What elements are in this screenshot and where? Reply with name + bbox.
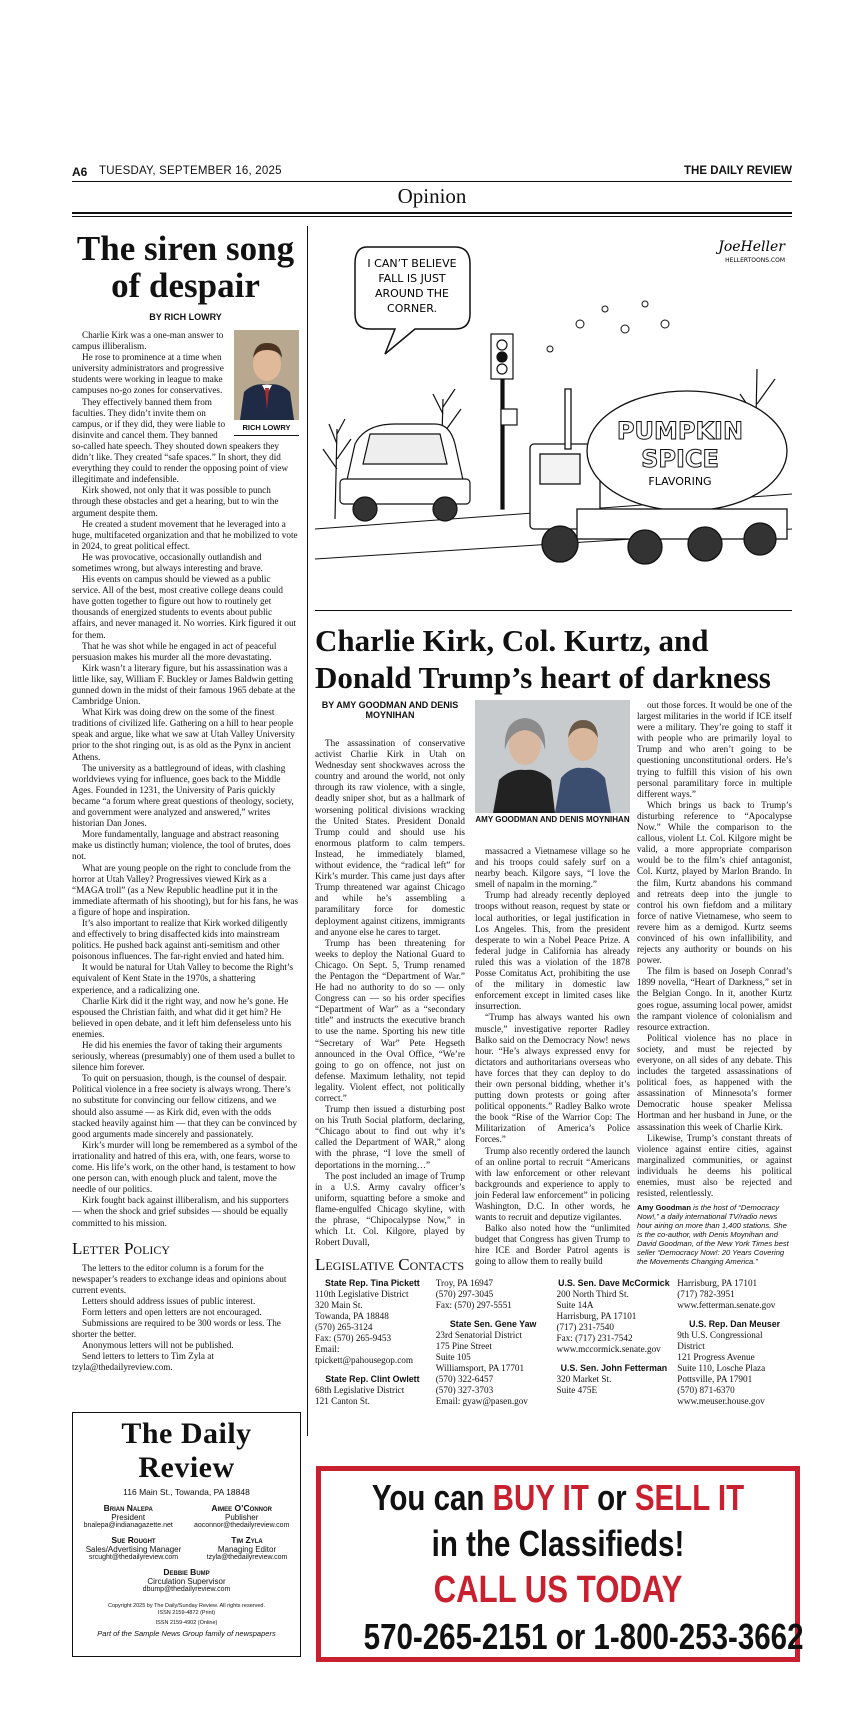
speech-line-2: FALL IS JUST [378, 272, 446, 285]
staff-name: Sue Rought [111, 1535, 156, 1545]
left-article-body [72, 330, 299, 1229]
left-paragraph: He did his enemies the favor of taking their arguments seriously, whereas (presumably) one of them used a bullet to silence him forever. [72, 1040, 295, 1073]
legislator-detail: Suite 110, Losche Plaza [677, 1363, 766, 1373]
issn-online: ISSN 2159-4902 (Online) [155, 1620, 218, 1626]
staff-name: Brian Nalepa [103, 1503, 153, 1513]
letter-policy-body [72, 1263, 299, 1374]
staff-email[interactable]: aoconnor@thedailyreview.com [193, 1522, 290, 1529]
article-rule [315, 610, 792, 611]
legislator-link[interactable]: www.fetterman.senate.gov [677, 1300, 776, 1310]
right-article-paragraph: Trump had already recently deployed troops without reason, request by state or local authorities, or legal justification in Los Angeles. This, from the president desperate to win a Nobel Peace Prize. A federal judge in California has already ruled this was a violation of the 1878 Posse Comitatus Act, prohibiting the use of the military in domestic law enforcement except in limited cases like insurrection. [475, 890, 630, 1012]
legislator-contact [436, 1319, 551, 1407]
legislator-detail: Suite 105 [435, 1352, 471, 1362]
legislator-detail: Suite 14A [556, 1300, 594, 1310]
author-photo [234, 330, 299, 436]
column-divider [307, 226, 308, 1436]
legislator-name: U.S. Rep. Dan Meuser [689, 1319, 781, 1329]
masthead-title: The Daily Review [121, 1417, 252, 1484]
left-paragraph: What are young people on the right to conclude from the horror at Utah Valley? Progressives viewed Kirk as a “MAGA troll” (as a New Republic headline put it in the immediate aftermath of his shooting), but for his fans, he was a figure of hope and inspiration. [72, 862, 299, 917]
tank-text-2: SPICE [641, 445, 719, 473]
letter-policy-line: Send letters to letters to Tim Zyla at tzyla@thedailyreview.com. [72, 1351, 214, 1373]
left-paragraph: Kirk wasn’t a literary figure, but his assassination was a little like, say, William F. Buckley or James Baldwin getting gunned down in the midst of their famous 1965 debate at the Cambridge Union. [72, 662, 296, 707]
legislative-contacts-title: Legislative Contacts [315, 1255, 465, 1274]
staff-member [84, 1503, 173, 1529]
authors-headshot [475, 700, 630, 813]
left-paragraph: That he was shot while he engaged in act of peaceful persuasion makes his murder all the more devastating. [72, 640, 277, 662]
authors-photo-caption: AMY GOODMAN AND DENIS MOYNIHAN [475, 815, 630, 824]
author-bio-name: Amy Goodman [637, 1203, 692, 1213]
right-article-column-c [637, 700, 792, 1266]
right-article-column-b [475, 846, 630, 1268]
staff-title: Publisher [225, 1513, 259, 1522]
letter-policy-line: Anonymous letters will not be published. [82, 1340, 234, 1351]
right-article-paragraph: Trump also recently ordered the launch of an online portal to recruit “Americans with law enforcement or other relevant backgrounds and experience to apply to join Federal law enforcement” in policing Washington, D.C. In other words, he wants to recruit and deputize vigilantes. [475, 1145, 630, 1223]
right-article-body-a [315, 738, 465, 1248]
left-column-article [72, 226, 299, 1374]
right-article-paragraph: Political violence has no place in society, and must be rejected by everyone, on all sides of any debate. This includes the targeted assassinations of political foes, as happened with the assassination of Minnesota’s former Democratic house speaker Melissa Hortman and her husband in June, or the assassination this week of Charlie Kirk. [637, 1032, 792, 1132]
legislator-detail: Pottsville, PA 17901 [677, 1374, 753, 1384]
legislator-detail: 23rd Senatorial District [435, 1330, 522, 1340]
ad-phone-numbers[interactable]: 570-265-2151 or 1-800-253-3662 [363, 1616, 804, 1657]
legislator-contact [677, 1278, 792, 1311]
letter-policy-line: The letters to the editor column is a forum for the newspaper’s readers to exchange ideas and opinions about current events. [72, 1262, 287, 1295]
left-paragraph: The university as a battleground of ideas, with clashing worldviews vying for influence, goes back to the Middle Ages. Founded in 1231, the University of Paris quickly became “a forum where great questions of theology, society, and government were analyzed and answered,” writes historian Dan Jones. [72, 762, 294, 829]
legislator-detail: 121 Canton St. [315, 1396, 370, 1406]
legislator-contact [315, 1278, 430, 1366]
legislator-detail: Harrisburg, PA 17101 [556, 1311, 637, 1321]
legislator-link[interactable]: Email: tpickett@pahousegop.com [315, 1344, 414, 1365]
section-rule [72, 212, 792, 214]
ad-text-sell-it: SELL IT [634, 1477, 745, 1518]
left-paragraph: It would be natural for Utah Valley to become the Right’s equivalent of Kent State in the 1970s, a shattering experience, and a radicalizing one. [72, 962, 294, 995]
legislator-detail: Fax: (717) 231-7542 [556, 1333, 633, 1343]
legislator-detail: 9th U.S. Congressional District [677, 1330, 763, 1351]
header-rule [72, 181, 792, 182]
speech-line-3: AROUND THE [374, 287, 450, 300]
right-headline: Charlie Kirk, Col. Kurtz, and Donald Trump’s heart of darkness [315, 623, 771, 695]
left-paragraph: What Kirk was doing drew on the some of the finest traditions of civilized life. Gathering on a hill to hear people speak and argue, like what we saw at Utah Valley University prior to the shot ringing out, is as old as the Pynx in ancient Athens. [72, 707, 295, 762]
legislator-detail: 121 Progress Avenue [677, 1352, 755, 1362]
right-article-body-b [475, 846, 630, 1268]
letter-policy-line: Letters should address issues of public interest. [82, 1295, 256, 1306]
legislative-column [436, 1278, 551, 1415]
left-byline: BY RICH LOWRY [149, 312, 222, 322]
legislative-column [315, 1278, 430, 1415]
legislator-contact [677, 1319, 792, 1407]
right-article-paragraph: “Trump has always wanted his own muscle,” investigative reporter Radley Balko said on the Democracy Now! news hour. “He’s always expressed envy for dictators and authoritarians overseas who have forces that they can deploy to do their own personal bidding, whether it’s putting down protests or going after political opponents.” Radley Balko wrote the book “Rise of the Warrior Cop: The Militarization of America’s Police Forces.” [475, 1012, 630, 1145]
legislator-detail: (717) 782-3951 [677, 1289, 735, 1299]
author-photo-caption: RICH LOWRY [234, 420, 299, 436]
staff-member [86, 1535, 182, 1561]
left-paragraph: More fundamentally, language and abstract reasoning make us distinctly human; violence, the tool of brutes, does not. [72, 829, 291, 862]
classifieds-ad[interactable] [316, 1466, 804, 1662]
right-article-paragraph: massacred a Vietnamese village so he and his troops could safely surf on a nearby beach. Kilgore says, “I love the smell of napalm in the morning.” [475, 846, 630, 890]
staff-title: President [111, 1513, 146, 1522]
issue-date: TUESDAY, SEPTEMBER 16, 2025 [99, 165, 282, 177]
legislator-detail: (570) 327-3703 [435, 1385, 494, 1395]
masthead-address: 116 Main St., Towanda, PA 18848 [123, 1487, 250, 1497]
letter-policy-line: Submissions are required to be 300 words or less. The shorter the better. [72, 1318, 281, 1340]
staff-name: Aimee O’Connor [211, 1503, 272, 1513]
legislator-detail: 320 Main St. [315, 1300, 363, 1310]
left-paragraph: He rose to prominence at a time when university administrators and progressive students were working in league to make campuses no-go zones for conservatives. [72, 352, 224, 396]
staff-title: Circulation Supervisor [147, 1577, 226, 1586]
issn-print: ISSN 2159-4872 (Print) [157, 1610, 216, 1616]
staff-email[interactable]: bnalepa@indianagazette.net [83, 1522, 173, 1529]
tank-text-3: FLAVORING [648, 475, 712, 488]
legislator-detail: 110th Legislative District [315, 1289, 409, 1299]
left-paragraph: He created a student movement that he leveraged into a huge, multifaceted organization and that he mobilized to vote in 2024, to great political effect. [72, 518, 298, 551]
legislator-name: U.S. Sen. John Fetterman [560, 1363, 668, 1373]
legislator-detail: (717) 231-7540 [556, 1322, 614, 1332]
legislator-detail: 175 Pine Street [435, 1341, 492, 1351]
cartoonist-signature: JoeHeller [718, 239, 785, 255]
legislator-detail: (570) 322-6457 [435, 1374, 494, 1384]
legislator-link[interactable]: www.mccormick.senate.gov [556, 1344, 661, 1354]
left-paragraph: Kirk’s murder will long be remembered as a symbol of the irrationality and hatred of this era, with, one fears, worse to come. His life’s work, on the other hand, is testament to how one person can, with enough pluck and talent, move the needle of our politics. [72, 1139, 298, 1195]
left-paragraph: To quit on persuasion, though, is the counsel of despair. Political violence in a free society is always wrong. There’s no substitute for convincing our fellow citizens, and we should also assume — as Kirk did, even with the odds stacked heavily against him — that they can be convinced by good arguments made sincerely and passionately. [72, 1073, 298, 1139]
staff-name: Debbie Bump [163, 1567, 210, 1577]
left-paragraph: Charlie Kirk was a one-man answer to campus illiberalism. [72, 330, 224, 352]
legislator-detail: Fax: (570) 297-5551 [435, 1300, 512, 1310]
author-bio [637, 1203, 792, 1266]
staff-email[interactable]: srcught@thedailyreview.com [88, 1554, 179, 1561]
section-rule-thin [72, 216, 792, 217]
right-article-paragraph: Likewise, Trump’s constant threats of violence against entire cities, against marginalized communities, or against individuals he deems his political enemies, must also be rejected and resisted, relentlessly. [637, 1132, 792, 1199]
staff-member [73, 1567, 300, 1593]
staff-title: Managing Editor [217, 1545, 277, 1554]
left-headline: The siren song of despair [76, 229, 295, 305]
right-article-paragraph: The assassination of conservative activist Charlie Kirk in Utah on Wednesday sent shockwaves across the country and around the world, not only through its raw violence, with a single, deadly sniper shot, but as a hallmark of worsening political divisions wracking the United States. President Donald Trump could and should use his enormous platform to calm tempers. Instead, he immediately blamed, without evidence, the “radical left” for Kirk’s murder. This came just days after Trump threatened war against Chicago and while he’s assembling a paramilitary force for domestic deployment against citizens, immigrants and anyone else he cares to target. [315, 738, 465, 937]
staff-member [194, 1503, 289, 1529]
legislator-detail: Troy, PA 16947 [435, 1278, 493, 1288]
copyright: Copyright 2025 by The Daily/Sunday Review. All rights reserved. [107, 1603, 266, 1609]
legislator-detail: (570) 265-3124 [315, 1322, 373, 1332]
family-note: Part of the Sample News Group family of newspapers [97, 1629, 276, 1638]
paper-name: THE DAILY REVIEW [684, 165, 792, 177]
speech-line-1: I CAN’T BELIEVE [367, 257, 457, 270]
left-paragraph: He was provocative, occasionally outlandish and sometimes wrong, but always interesting and brave. [72, 551, 263, 573]
letter-policy-title: Letter Policy [72, 1238, 171, 1258]
legislator-detail: (570) 297-3045 [435, 1289, 494, 1299]
left-paragraph: It’s also important to realize that Kirk worked diligently and effectively to bring disaffected kids into mainstream politics. He pushed back against anti-semitism and other poisonous influences. The far-right envied and hated him. [72, 917, 288, 962]
legislative-column [557, 1278, 672, 1415]
left-paragraph: Kirk showed, not only that it was possible to punch through these obstacles and get a hearing, but to win the argument despite them. [72, 485, 279, 518]
legislator-detail: Fax: (570) 265-9453 [315, 1333, 392, 1343]
legislator-contact [315, 1374, 430, 1407]
legislator-name: State Sen. Gene Yaw [449, 1319, 537, 1329]
legislator-detail: Towanda, PA 18848 [315, 1311, 389, 1321]
left-paragraph: Kirk fought back against illiberalism, and his supporters — when the shock and grief subsides — should be equally committed to his mission. [72, 1195, 289, 1228]
legislative-column [677, 1278, 792, 1415]
right-article-paragraph: The post included an image of Trump in a U.S. Army cavalry officer’s uniform, squatting before a smoke and flame-engulfed Chicago skyline, with the phrase, “Chipocalypse Now,” in which Lt. Col. Kilgore, played by Robert Duvall, [315, 1170, 465, 1248]
legislator-name: State Rep. Clint Owlett [325, 1374, 420, 1384]
authors-photo [475, 700, 630, 826]
cartoonist-url: HELLERTOONS.COM [725, 257, 785, 264]
masthead-box [72, 1412, 301, 1657]
author-headshot [234, 330, 299, 420]
legislator-detail: Williamsport, PA 17701 [435, 1363, 525, 1373]
legislator-name: State Rep. Tina Pickett [325, 1278, 420, 1288]
left-paragraph: Charlie Kirk did it the right way, and now he’s gone. He espoused the Christian faith, and what did it get him? He believed in open debate, and it left him defenseless unto his enemies. [72, 995, 292, 1039]
ad-line-1 [364, 1477, 753, 1519]
staff-title: Sales/Advertising Manager [85, 1545, 182, 1554]
legislator-link[interactable]: www.meuser.house.gov [677, 1396, 765, 1406]
legislator-detail: 320 Market St. [556, 1374, 612, 1384]
section-title: Opinion [397, 184, 467, 208]
ad-line-3: CALL US TODAY [433, 1569, 683, 1611]
right-article-paragraph: Balko also noted how the “unlimited budget that Congress has given Trump to hire ICE and Border Patrol agents is going to allow them to really build [475, 1223, 630, 1267]
tank-text-1: PUMPKIN [616, 417, 744, 445]
legislator-contact [557, 1278, 672, 1355]
legislative-contacts [315, 1278, 792, 1408]
legislator-detail: 200 North Third St. [556, 1289, 629, 1299]
ad-text-buy-it: BUY IT [492, 1477, 589, 1518]
staff-name: Tim Zyla [231, 1535, 263, 1545]
right-article-paragraph: Which brings us back to Trump’s disturbing reference to “Apocalypse Now.” While the comparison to the callous, violent Lt. Col. Kilgore might be valid, a more appropriate comparison would be to the film’s chief antagonist, Col. Kurtz, played by Marlon Brando. In the film, Kurtz abandons his command and retreats deep into the jungle to control his own fiefdom and a military force of native Vietnamese, who seem to revere him as a demigod. Kurtz seems convinced of his own infallibility, and rejects any authority or bounds on his power. [637, 799, 792, 966]
speech-line-4: CORNER. [387, 302, 437, 315]
right-article-paragraph: The film is based on Joseph Conrad’s 1899 novella, “Heart of Darkness,” set in the Belgian Congo. In it, another Kurtz goes rogue, assuming local power, amidst the rampant violence of colonialism and resource extraction. [637, 966, 792, 1032]
editorial-cartoon [315, 229, 792, 604]
right-byline: BY AMY GOODMAN AND DENIS MOYNIHAN [321, 700, 459, 720]
letter-policy-line: Form letters and open letters are not encouraged. [82, 1306, 262, 1317]
left-paragraph: His events on campus should be viewed as a public service. All of the best, most creative college deans could have gotten together to figure out how to routinely get thousands of energized students to events about public affairs, and never managed it. No worries. Kirk figured it out for them. [72, 574, 297, 640]
author-bio-text: is the host of “Democracy Now!,” a daily international TV/radio news hour airing on more than 1,400 stations. She is the co-author, with Denis Moynihan and David Goodman, of the New York Times best seller “Democracy Now!: 20 Years Covering the Movements Changing America.” [637, 1203, 789, 1267]
right-article-paragraph: out those forces. It would be one of the largest militaries in the world if ICE itself were a military. They’re going to staff it with people who are primarily loyal to Trump and who aren’t going to be questioning unconstitutional orders. He’s trying to fulfill this vision of his own personal paramilitary force in multiple different ways.” [637, 700, 792, 799]
legislator-detail: 68th Legislative District [315, 1385, 405, 1395]
legislator-detail: (570) 871-6370 [677, 1385, 735, 1395]
legislator-name: U.S. Sen. Dave McCormick [558, 1278, 670, 1288]
right-article-column-a [315, 700, 465, 1248]
legislator-contact [436, 1278, 551, 1311]
right-article-paragraph: Trump then issued a disturbing post on his Truth Social platform, declaring, “Chicago about to find out why it’s called the Department of WAR,” along with the phrase, “I love the smell of deportations in the morning…” [315, 1104, 465, 1170]
legislator-detail: Harrisburg, PA 17101 [677, 1278, 758, 1288]
legislator-detail: Suite 475E [556, 1385, 598, 1395]
right-article-paragraph: Trump has been threatening for weeks to deploy the National Guard to Chicago. On Sept. 5, Trump renamed the Pentagon the “Department of War.” He had no authority to do so — only Congress can — so his order specifies “Department of War” as a “secondary title” and instructs the executive branch to use the name. Sporting his new title “Secretary of War” Pete Hegseth announced in the Oval Office, “We’re going to go on offence, not just on defense. Maximum lethality, not tepid legality. Violent effect, not politically correct.” [315, 937, 465, 1103]
right-article-body-c [637, 700, 792, 1199]
ad-text-or: or [588, 1477, 635, 1518]
staff-email[interactable]: tzyla@thedailyreview.com [206, 1554, 288, 1561]
legislator-link[interactable]: Email: gyaw@pasen.gov [435, 1396, 528, 1406]
ad-line-2: in the Classifieds! [431, 1523, 685, 1564]
page-number: A6 [72, 165, 88, 179]
left-paragraph: They effectively banned them from faculties. They didn’t invite them on campus, or if they did, they were liable to disinvite and cancel them. They banned so-called hate speech. They shouted down speakers they didn’t like. They created “safe spaces.” In short, they did everything they could to render the opposing point of view illegitimate and indefensible. [72, 396, 289, 485]
ad-text-you-can: You can [371, 1477, 493, 1518]
staff-member [207, 1535, 288, 1561]
staff-email[interactable]: dbump@thedailyreview.com [142, 1586, 231, 1593]
legislator-contact [557, 1363, 672, 1396]
